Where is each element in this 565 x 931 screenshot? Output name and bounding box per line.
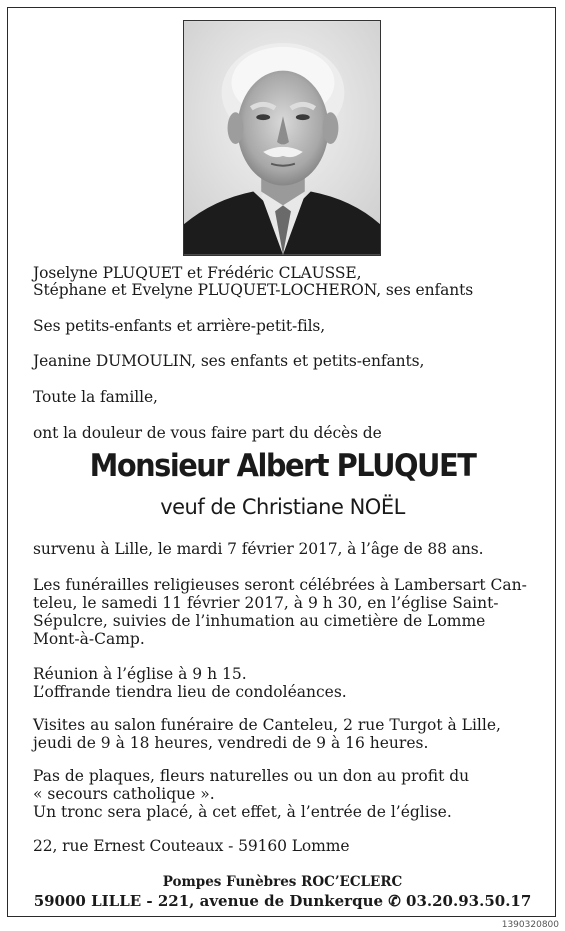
- meeting-line-2: L’offrande tiendra lieu de condoléances.: [33, 683, 347, 701]
- portrait-image: [184, 21, 380, 255]
- family-line-1: Joselyne PLUQUET et Frédéric CLAUSSE,: [33, 264, 362, 282]
- family-line-2: Stéphane et Evelyne PLUQUET-LOCHERON, ses enfants: [33, 281, 474, 299]
- flowers-paragraph: [33, 767, 543, 821]
- announcement-line: ont la douleur de vous faire part du décès de: [33, 424, 382, 442]
- funeral-line-1: Les funérailles religieuses seront célébrées à Lambersart Can-: [33, 576, 527, 594]
- dumoulin-line: Jeanine DUMOULIN, ses enfants et petits-enfants,: [33, 352, 425, 370]
- widower-line: veuf de Christiane NOËL: [160, 495, 405, 519]
- deceased-name: Monsieur Albert PLUQUET: [89, 448, 476, 484]
- meeting-line-1: Réunion à l’église à 9 h 15.: [33, 665, 247, 683]
- visits-line-2: jeudi de 9 à 18 heures, vendredi de 9 à 16 heures.: [33, 734, 429, 752]
- funeral-paragraph: [33, 576, 543, 648]
- all-family-line: Toute la famille,: [33, 388, 158, 406]
- grandchildren-line: Ses petits-enfants et arrière-petit-fils,: [33, 317, 326, 335]
- visits-line-1: Visites au salon funéraire de Canteleu, 2 rue Turgot à Lille,: [33, 716, 501, 734]
- portrait-photo: [183, 20, 381, 256]
- flowers-line-1: Pas de plaques, fleurs naturelles ou un don au profit du: [33, 767, 470, 785]
- funeral-line-2: teleu, le samedi 11 février 2017, à 9 h 30, en l’église Saint-: [33, 594, 499, 612]
- funeral-home-contact: 59000 LILLE - 221, avenue de Dunkerque ✆ 03.20.93.50.17: [33, 892, 532, 910]
- funeral-home-name: Pompes Funèbres ROC’ECLERC: [162, 874, 403, 890]
- address-line: 22, rue Ernest Couteaux - 59160 Lomme: [33, 837, 350, 855]
- funeral-line-3: Sépulcre, suivies de l’inhumation au cimetière de Lomme: [33, 612, 486, 630]
- death-line: survenu à Lille, le mardi 7 février 2017, à l’âge de 88 ans.: [33, 540, 484, 558]
- funeral-line-4: Mont-à-Camp.: [33, 630, 145, 648]
- meeting-paragraph: [33, 665, 543, 701]
- visits-paragraph: [33, 716, 543, 752]
- flowers-line-3: Un tronc sera placé, à cet effet, à l’entrée de l’église.: [33, 803, 452, 821]
- flowers-line-2: « secours catholique ».: [33, 785, 215, 803]
- reference-number: 1390320800: [501, 920, 559, 930]
